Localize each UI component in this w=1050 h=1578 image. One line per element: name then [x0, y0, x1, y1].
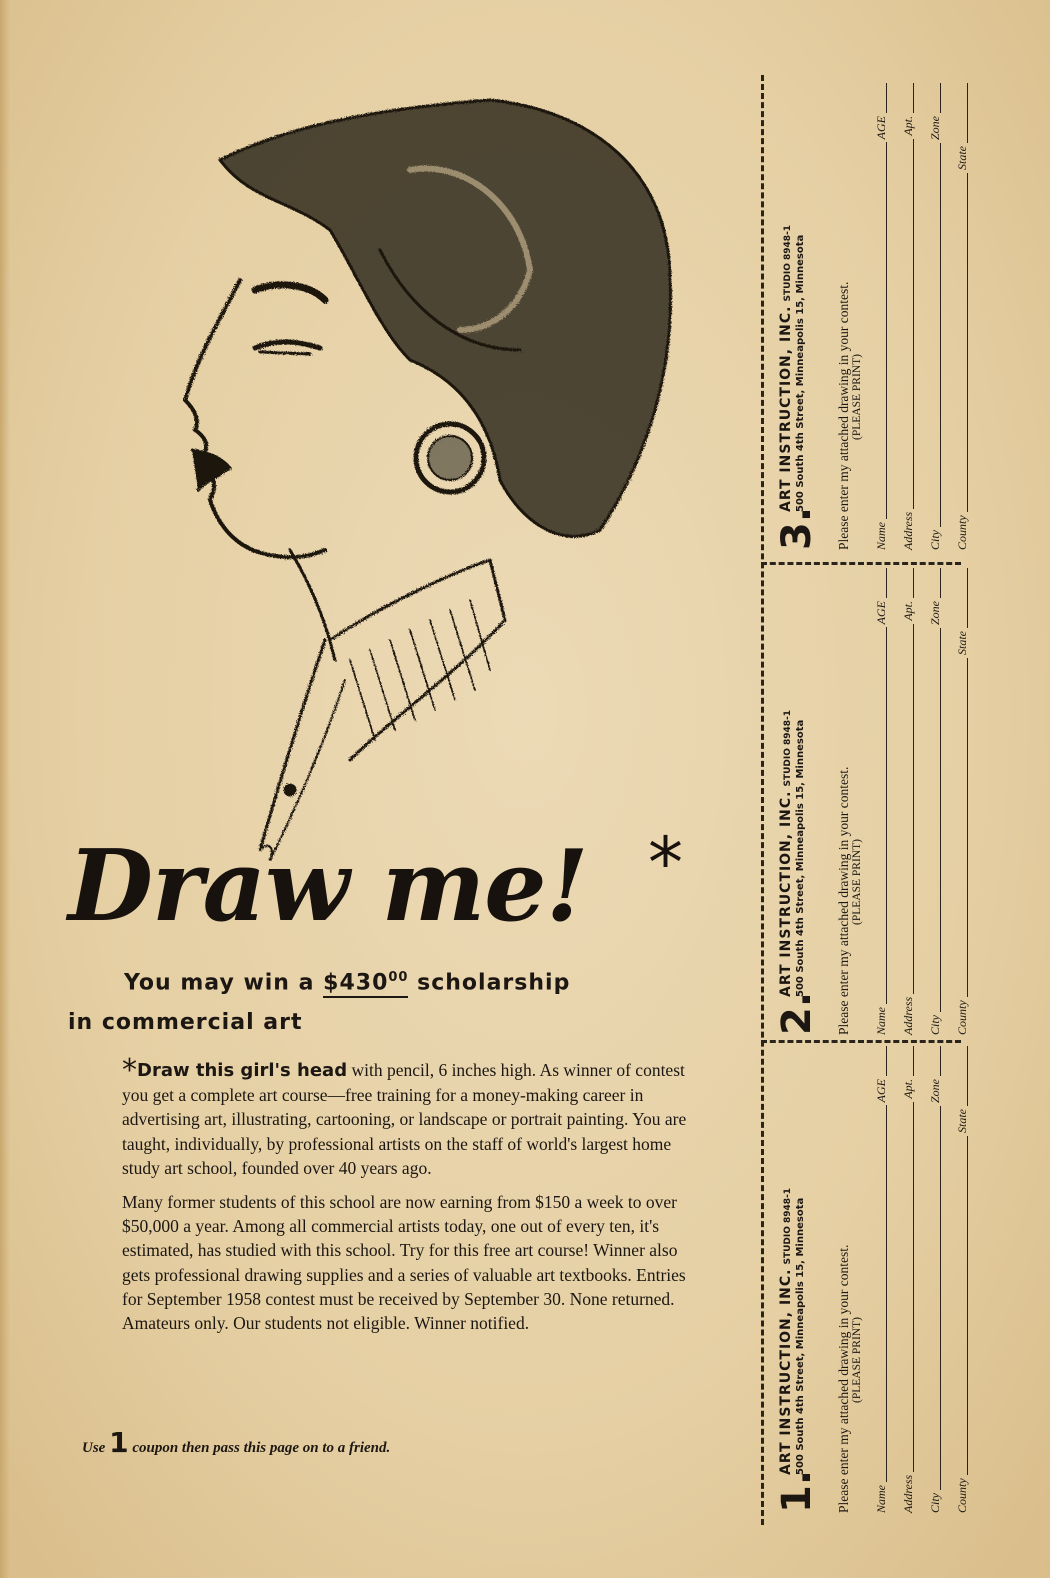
- body-paragraph-1: [122, 1053, 707, 1180]
- apt-field[interactable]: [913, 83, 914, 113]
- city-label: City: [928, 530, 942, 550]
- age-label: AGE: [874, 116, 888, 140]
- age-field[interactable]: [886, 83, 887, 113]
- state-label: State: [955, 631, 969, 655]
- coupon-1[interactable]: [772, 1043, 972, 1513]
- age-label: AGE: [874, 1079, 888, 1103]
- scholarship-amount-cents: 00: [388, 970, 409, 985]
- name-field[interactable]: [886, 142, 887, 519]
- apt-label: Apt.: [901, 601, 915, 621]
- coupon-print-note: (PLEASE PRINT): [851, 839, 863, 925]
- county-label: County: [955, 1478, 969, 1513]
- county-field[interactable]: [967, 1136, 968, 1475]
- coupon-address: 500 South 4th Street, Minneapolis 15, Minnesota: [795, 234, 806, 512]
- state-field[interactable]: [967, 83, 968, 143]
- address-field[interactable]: [913, 139, 914, 509]
- state-label: State: [955, 1109, 969, 1133]
- name-field[interactable]: [886, 1105, 887, 1482]
- coupon-company: ART INSTRUCTION, INC.: [778, 305, 794, 512]
- lead-bold-text: Draw this girl's head: [137, 1060, 348, 1081]
- body-copy: [122, 1053, 707, 1345]
- scholarship-amount: [323, 970, 408, 998]
- coupon-studio: STUDIO 8948-1: [783, 1187, 793, 1265]
- address-label: Address: [901, 996, 915, 1035]
- age-field[interactable]: [886, 1046, 887, 1076]
- coupon-3[interactable]: [772, 80, 972, 550]
- coupon-enter-text: Please enter my attached drawing in your contest.: [836, 281, 851, 550]
- coupon-print-note: (PLEASE PRINT): [851, 354, 863, 440]
- paragraph-1-text: with pencil, 6 inches high. As winner of contest you get a complete art course—free training for a money-making career in advertising art, illustrating, cartooning, or landscape or portrait painting. You are taught, individually, by professional artists on the staff of world's largest home study art school, founded over 40 years ago.: [122, 1060, 687, 1178]
- name-label: Name: [874, 1485, 888, 1513]
- coupon-studio: STUDIO 8948-1: [783, 224, 793, 302]
- city-label: City: [928, 1015, 942, 1035]
- coupon-enter-text: Please enter my attached drawing in your contest.: [836, 766, 851, 1035]
- use-count: 1: [109, 1426, 129, 1459]
- coupon-company: ART INSTRUCTION, INC.: [778, 790, 794, 997]
- zone-label: Zone: [928, 1079, 942, 1103]
- address-field[interactable]: [913, 1102, 914, 1472]
- apt-label: Apt.: [901, 1079, 915, 1099]
- name-label: Name: [874, 522, 888, 550]
- page-edge-shadow: [0, 0, 10, 1578]
- scholarship-before: You may win a: [124, 970, 324, 996]
- scholarship-after: scholarship: [408, 970, 571, 996]
- coupon-number: 1.: [774, 1469, 820, 1513]
- address-label: Address: [901, 511, 915, 550]
- body-paragraph-2: Many former students of this school are now earning from $150 a week to over $50,000 a year. Among all commercial artists today, one out of every ten, it's estimated, has studied with this school. Try for this free art course! Winner also gets professional drawing supplies and a series of valuable art textbooks. Entries for September 1958 contest must be received by September 30. None returned. Amateurs only. Our students not eligible. Winner notified.: [122, 1192, 686, 1334]
- coupon-address: 500 South 4th Street, Minneapolis 15, Minnesota: [795, 1197, 806, 1475]
- apt-field[interactable]: [913, 1046, 914, 1076]
- use-rest: coupon then pass this page on to a friend.: [128, 1440, 391, 1456]
- coupon-number: 2.: [774, 991, 820, 1035]
- lead-asterisk: *: [122, 1053, 137, 1088]
- use-word: Use: [82, 1440, 110, 1456]
- zone-field[interactable]: [940, 1046, 941, 1076]
- county-field[interactable]: [967, 658, 968, 997]
- zone-field[interactable]: [940, 83, 941, 113]
- city-field[interactable]: [940, 143, 941, 527]
- apt-label: Apt.: [901, 116, 915, 136]
- commercial-art-line: in commercial art: [68, 1010, 303, 1035]
- headline-asterisk: *: [648, 822, 682, 904]
- city-field[interactable]: [940, 1106, 941, 1490]
- city-label: City: [928, 1493, 942, 1513]
- name-field[interactable]: [886, 627, 887, 1004]
- age-field[interactable]: [886, 568, 887, 598]
- state-label: State: [955, 146, 969, 170]
- state-field[interactable]: [967, 1046, 968, 1106]
- coupon-cut-line: [761, 75, 764, 1525]
- age-label: AGE: [874, 601, 888, 625]
- name-label: Name: [874, 1007, 888, 1035]
- zone-field[interactable]: [940, 568, 941, 598]
- state-field[interactable]: [967, 568, 968, 628]
- county-label: County: [955, 1000, 969, 1035]
- zone-label: Zone: [928, 116, 942, 140]
- coupon-2[interactable]: [772, 565, 972, 1035]
- scholarship-line: [124, 970, 570, 998]
- city-field[interactable]: [940, 628, 941, 1012]
- coupon-company: ART INSTRUCTION, INC.: [778, 1268, 794, 1475]
- headline: [68, 822, 682, 944]
- coupon-print-note: (PLEASE PRINT): [851, 1317, 863, 1403]
- coupon-studio: STUDIO 8948-1: [783, 709, 793, 787]
- coupon-address: 500 South 4th Street, Minneapolis 15, Minnesota: [795, 719, 806, 997]
- zone-label: Zone: [928, 601, 942, 625]
- address-label: Address: [901, 1474, 915, 1513]
- coupon-enter-text: Please enter my attached drawing in your contest.: [836, 1244, 851, 1513]
- address-field[interactable]: [913, 624, 914, 994]
- headline-text: Draw me!: [68, 829, 588, 944]
- apt-field[interactable]: [913, 568, 914, 598]
- county-field[interactable]: [967, 173, 968, 512]
- use-coupon-note: [82, 1426, 390, 1459]
- county-label: County: [955, 515, 969, 550]
- scholarship-amount-dollars: $430: [323, 970, 389, 996]
- coupon-number: 3.: [774, 506, 820, 550]
- girl-head-illustration: [160, 80, 700, 870]
